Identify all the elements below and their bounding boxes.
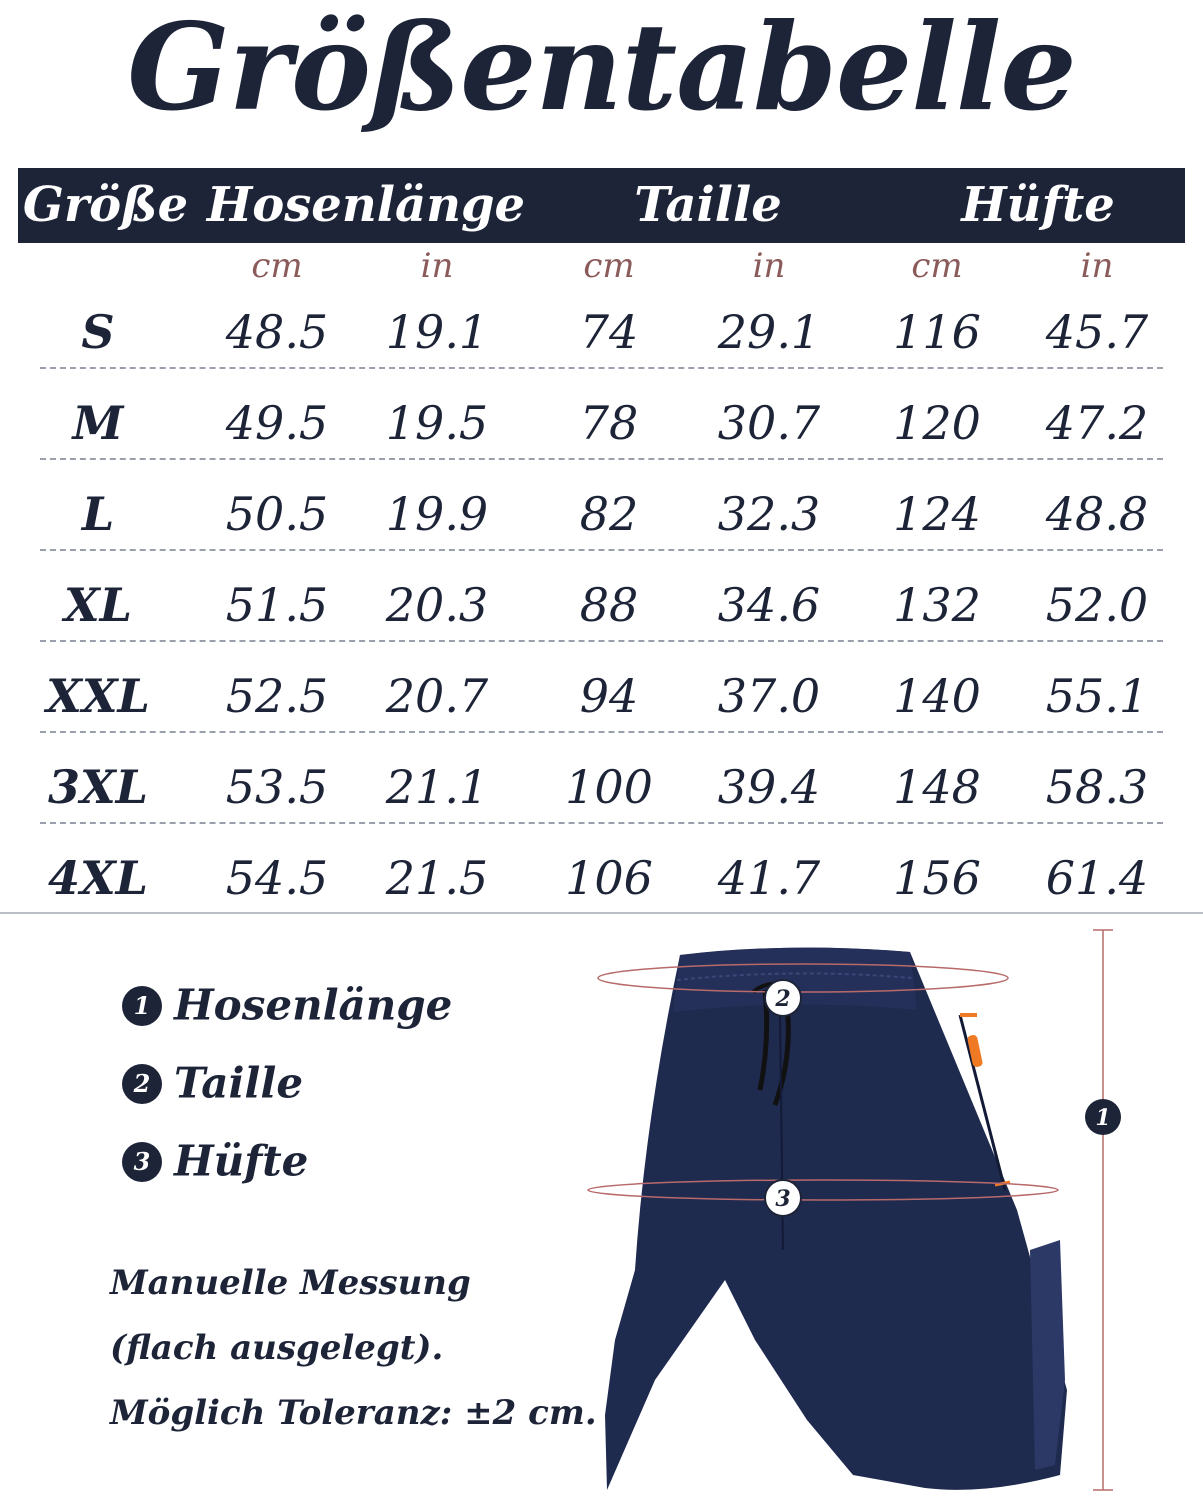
hip-in-cell: 55.1 [1045, 669, 1149, 723]
legend-label: Hüfte [174, 1136, 309, 1186]
length-in-cell: 21.5 [385, 851, 489, 905]
waist-cm-cell: 88 [579, 578, 639, 632]
hip-in-cell: 58.3 [1045, 760, 1149, 814]
waist-cm-cell: 82 [579, 487, 639, 541]
marker-3-label: 3 [775, 1186, 791, 1212]
hip-cm-cell: 124 [893, 487, 981, 541]
length-cm-cell: 51.5 [225, 578, 329, 632]
length-cm-cell: 50.5 [225, 487, 329, 541]
legend-item-hip [122, 1131, 308, 1191]
waist-in-cell: 41.7 [717, 851, 821, 905]
shorts-illustration [585, 920, 1145, 1500]
legend-item-length [122, 975, 452, 1035]
legend-item-waist [122, 1053, 303, 1113]
size-cell: XXL [46, 669, 150, 723]
length-in-cell: 20.7 [385, 669, 489, 723]
waist-in-cell: 30.7 [717, 396, 821, 450]
unit-label: in [1080, 246, 1114, 286]
number-badge: 3 [122, 1142, 162, 1182]
unit-label: cm [583, 246, 635, 286]
size-cell: 3XL [47, 760, 149, 814]
waist-in-cell: 37.0 [717, 669, 821, 723]
table-row [0, 664, 1203, 755]
table-row [0, 391, 1203, 482]
length-cm-cell: 48.5 [225, 305, 329, 359]
size-table [0, 300, 1203, 937]
length-in-cell: 20.3 [385, 578, 489, 632]
row-divider [40, 367, 1163, 369]
header-waist: Taille [634, 177, 782, 233]
hip-in-cell: 48.8 [1045, 487, 1149, 541]
unit-label: in [420, 246, 454, 286]
length-cm-cell: 49.5 [225, 396, 329, 450]
unit-label: cm [251, 246, 303, 286]
waist-cm-cell: 106 [565, 851, 653, 905]
header-size: Größe [22, 177, 189, 233]
hip-cm-cell: 116 [893, 305, 981, 359]
length-in-cell: 19.5 [385, 396, 489, 450]
hip-in-cell: 61.4 [1045, 851, 1149, 905]
hip-in-cell: 47.2 [1045, 396, 1149, 450]
waist-in-cell: 39.4 [717, 760, 821, 814]
unit-label: in [752, 246, 786, 286]
row-divider [40, 822, 1163, 824]
waist-in-cell: 29.1 [717, 305, 821, 359]
hip-cm-cell: 132 [893, 578, 981, 632]
length-in-cell: 19.1 [385, 305, 489, 359]
unit-row [0, 246, 1203, 294]
marker-2-label: 2 [775, 986, 791, 1012]
waist-in-cell: 34.6 [717, 578, 821, 632]
unit-label: cm [911, 246, 963, 286]
row-divider [40, 549, 1163, 551]
legend-label: Taille [174, 1058, 304, 1108]
marker-1-label: 1 [1095, 1105, 1111, 1131]
number-badge: 1 [122, 986, 162, 1026]
hip-in-cell: 52.0 [1045, 578, 1149, 632]
waist-cm-cell: 78 [579, 396, 639, 450]
header-length: Hosenlänge [206, 177, 526, 233]
hip-in-cell: 45.7 [1045, 305, 1149, 359]
legend-label: Hosenlänge [174, 980, 453, 1030]
note-line: (flach ausgelegt). [110, 1328, 444, 1368]
size-cell: L [81, 487, 115, 541]
table-row [0, 482, 1203, 573]
waist-cm-cell: 74 [579, 305, 639, 359]
row-divider [40, 640, 1163, 642]
hip-cm-cell: 156 [893, 851, 981, 905]
length-cm-cell: 52.5 [225, 669, 329, 723]
length-cm-cell: 53.5 [225, 760, 329, 814]
size-cell: M [72, 396, 124, 450]
section-divider [0, 912, 1203, 914]
waist-cm-cell: 100 [565, 760, 653, 814]
note-line: Möglich Toleranz: ±2 cm. [110, 1393, 597, 1433]
hip-cm-cell: 120 [893, 396, 981, 450]
shorts-body [605, 948, 1067, 1490]
row-divider [40, 731, 1163, 733]
waist-in-cell: 32.3 [717, 487, 821, 541]
header-hip: Hüfte [961, 177, 1115, 233]
table-row [0, 573, 1203, 664]
size-cell: 4XL [47, 851, 149, 905]
length-in-cell: 21.1 [385, 760, 489, 814]
hip-cm-cell: 148 [893, 760, 981, 814]
table-header [18, 168, 1185, 243]
note-line: Manuelle Messung [110, 1263, 471, 1303]
size-cell: XL [63, 578, 133, 632]
waist-cm-cell: 94 [579, 669, 639, 723]
length-in-cell: 19.9 [385, 487, 489, 541]
size-cell: S [81, 305, 115, 359]
table-row [0, 300, 1203, 391]
length-cm-cell: 54.5 [225, 851, 329, 905]
number-badge: 2 [122, 1064, 162, 1104]
row-divider [40, 458, 1163, 460]
hip-cm-cell: 140 [893, 669, 981, 723]
page-title: Größentabelle [127, 0, 1076, 138]
table-row [0, 755, 1203, 846]
